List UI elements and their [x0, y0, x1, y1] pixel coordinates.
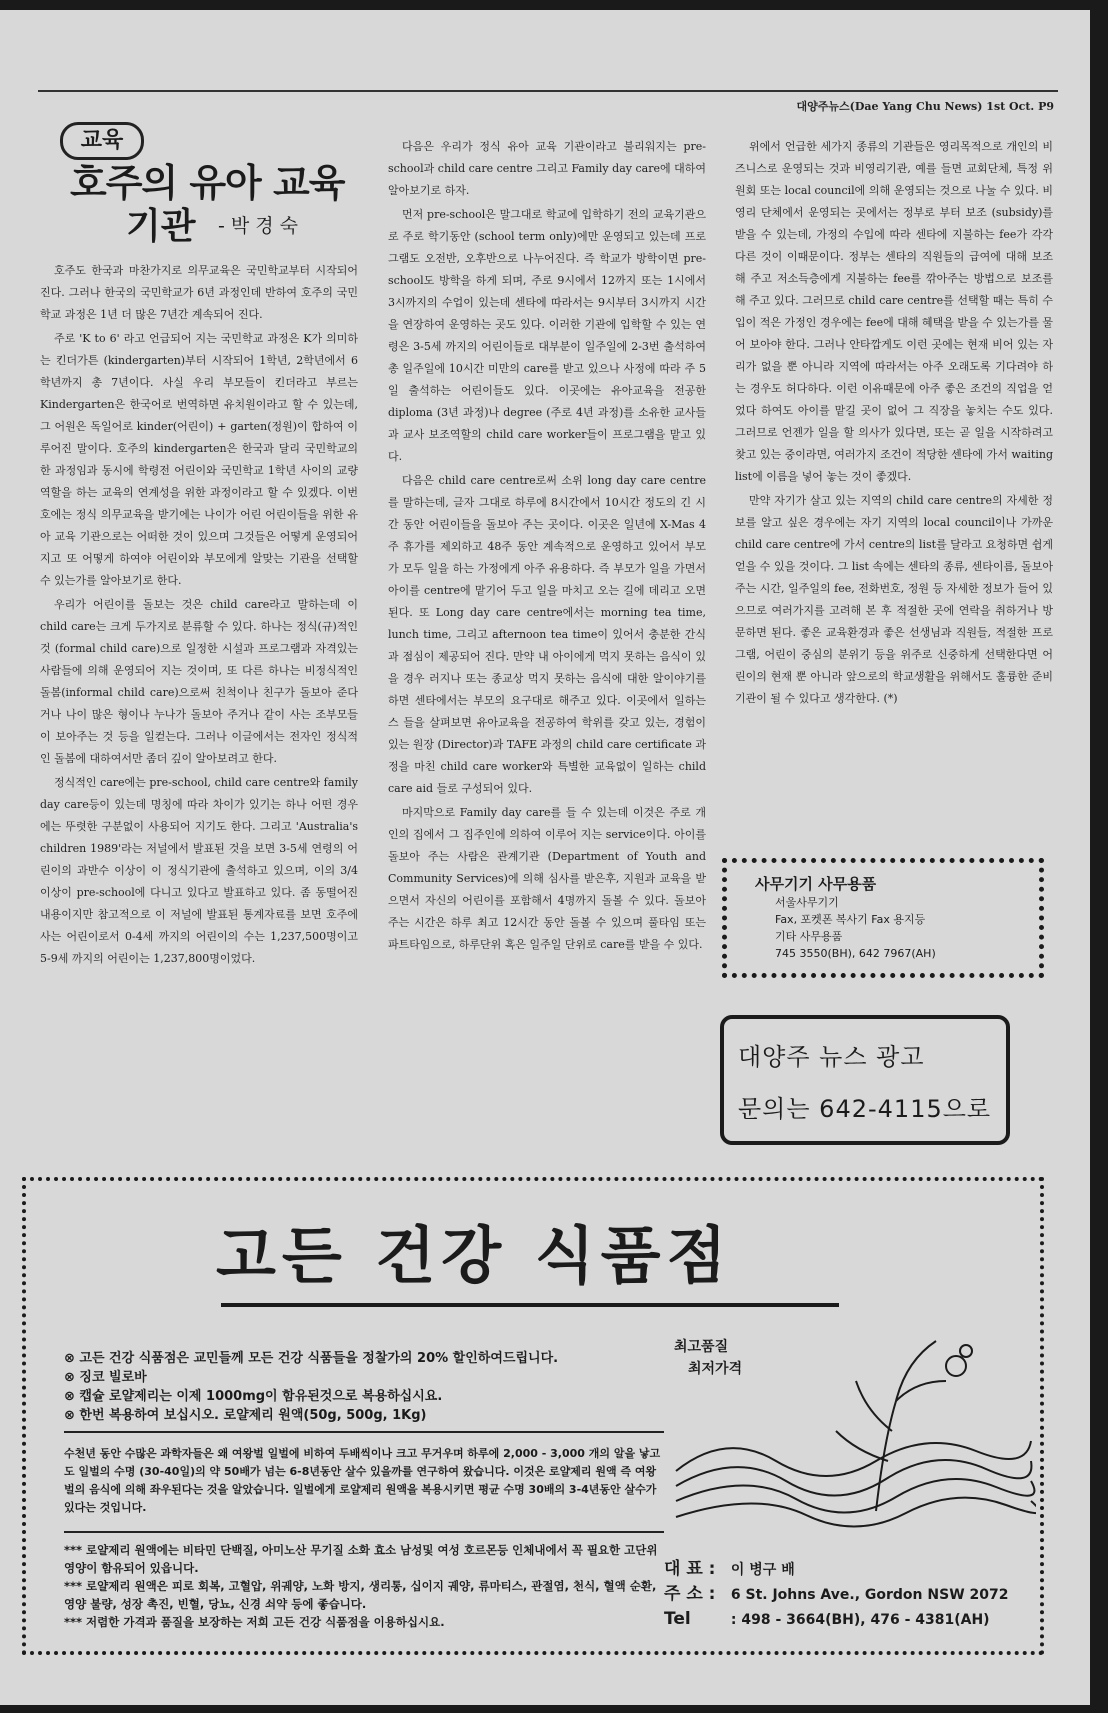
paragraph: 우리가 어린이를 돌보는 것은 child care라고 말하는데 이 child care는 크게 두가지로 분류할 수 있다. 하나는 정식(규)적인 것 (formal child care)으로 일정한 시설과 프로그램과 자격있는 사람들에 의해 운영되어 지는 것이며, 또 다른 하나는 비정식적인 돌봄(informal child care)으로써 친척이나 친구가 돌보아 준다거나 나이 많은 형이나 누나가 돌보아 주거나 같이 사는 조부모들이 보아주는 것 등을 일컫는다. 그러나 이글에서는 전자인 정식적인 돌봄에 대하여서만 좀더 깊이 알아보려고 한다. [40, 598, 358, 765]
article-column-3 [735, 136, 1053, 712]
office-ad-line: 기타 사무용품 [775, 930, 843, 943]
office-supplies-ad [722, 858, 1044, 978]
promo-bullet: ⊗ 고든 건강 식품점은 교민들께 모든 건강 식품들을 정찰가의 20% 할인하여드립니다. [64, 1351, 559, 1366]
office-ad-line: 서울사무기기 [775, 896, 839, 909]
representative-row [664, 1557, 1008, 1582]
addr-value: 6 St. Johns Ave., Gordon NSW 2072 [730, 1587, 1009, 1603]
benefit-notes [64, 1541, 664, 1631]
news-ad-line2: 문의는 642-4115으로 [738, 1095, 992, 1123]
paragraph: 호주도 한국과 마찬가지로 의무교육은 국민학교부터 시작되어 진다. 그러나 한국의 국민학교가 6년 과정인데 반하여 호주의 국민학교 과정은 1년 더 많은 7년간 계속되어 진다. [40, 264, 358, 321]
promo-bullet: ⊗ 징코 빌로바 [64, 1370, 147, 1385]
title-underline [221, 1303, 839, 1307]
royal-jelly-story: 수천년 동안 수많은 과학자들은 왜 여왕벌 일벌에 비하여 두배씩이나 크고 무거우며 하루에 2,000 - 3,000 개의 알을 낳고도 일벌의 수명 (30-40일)의 약 50배가 넘는 6-8년동안 살수 있을까를 연구하여 왔습니다. 이것은 로얄제리 원액 즉 여왕벌의 음식에 의해 좌우된다는 것을 알았습니다. 일벌에게 로얄제리 원액을 복용시키면 평균 수명 30배의 3-4년동안 살수가 있다는 것입니다. [64, 1447, 661, 1514]
rep-label: 대 표 : [664, 1559, 716, 1579]
shop-title: 고든 건강 식품점 [216, 1219, 733, 1292]
benefit-note: *** 로얄제리 원액에는 비타민 단백질, 아미노산 무기질 소화 효소 남성및 여성 호르몬등 인체내에서 꼭 필요한 고단위영양이 함유되어 있읍니다. [64, 1543, 658, 1575]
paragraph: 다음은 우리가 정식 유아 교육 기관이라고 불리워지는 pre-school과 child care centre 그리고 Family day care에 대하여 알아보기로 하자. [388, 140, 706, 197]
paragraph: 만약 자기가 살고 있는 지역의 child care centre의 자세한 정보를 알고 싶은 경우에는 자기 지역의 local council이나 가까운 child care centre에 가서 centre의 list를 달라고 요청하면 쉽게 얻을 수 있을 것이다. 그 list 속에는 센타의 종류, 센타이름, 돌보아 주는 시간, 일주일의 fee, 전화번호, 정원 등 자세한 정보가 들어 있으므로 여러가지를 고려해 본 후 적절한 곳에 연락을 취하거나 방문하면 된다. 좋은 교육환경과 좋은 선생님과 직원들, 적절한 프로그램, 어린이 중심의 분위기 등을 위주로 신중하게 선택한다면 어린이의 현재 뿐 아니라 앞으로의 학교생활을 위해서도 훌륭한 준비기관이 될 수 있다고 생각한다. (*) [735, 494, 1053, 705]
office-ad-line: Fax, 포켓폰 복사기 Fax 용지등 [775, 913, 926, 926]
slogan-line: 최저가격 [688, 1361, 743, 1377]
tel-label: Tel [664, 1609, 691, 1629]
paragraph: 다음은 child care centre로써 소위 long day care centre를 말하는데, 글자 그대로 하루에 8시간에서 10시간 정도의 긴 시간 동안 어린이들을 돌보아 주는 곳이다. 이곳은 일년에 X-Mas 4주 휴가를 제외하고 48주 동안 계속적으로 운영하고 있어서 부모가 모두 일을 하는 가정에게 아주 유용하다. 즉 부모가 일을 가면서 아이를 centre에 맡기어 두고 일을 마치고 오는 길에 데리고 오면 된다. 또 Long day care centre에서는 morning tea time, lunch time, 그리고 afternoon tea time이 있어서 충분한 간식과 점심이 제공되어 진다. 만약 내 아이에게 먹지 못하는 음식이 있을 경우 러지나 또는 종교상 먹지 못하는 음식에 대한 알이야기를 하면 센타에서는 부모의 요구대로 해주고 있다. 이곳에서 일하는 스 들을 살펴보면 유아교육을 전공하여 학위를 갖고 있는, 경험이 있는 원장 (Director)과 TAFE 과정의 child care certificate 과정을 마친 child care worker와 특별한 교육없이 일하는 child care aid 들로 구성되어 있다. [388, 474, 706, 795]
top-rule [38, 90, 1058, 92]
benefit-note: *** 로얄제리 원액은 피로 회복, 고혈압, 위궤양, 노화 방지, 생리통, 십이지 궤양, 류마티스, 관절염, 천식, 혈액 순환, 영양 불량, 성장 촉진, 빈혈, 당뇨, 신경 쇠약 등에 좋습니다. [64, 1579, 657, 1611]
office-ad-title: 사무기기 사무용품 [755, 875, 877, 893]
promo-bullets [64, 1349, 664, 1425]
paragraph: 주로 'K to 6' 라고 언급되어 지는 국민학교 과정은 K가 의미하는 킨더가튼 (kindergarten)부터 시작되어 1학년, 2학년에서 6학년까지 총 7년이다. 사실 우리 부모들이 킨더라고 부르는 Kindergarten은 한국어로 번역하면 유치원이라고 할 수 있는데, 그 어원은 독일어로 kinder(어린이) + garten(정원)이 합하여 이루어진 말이다. 호주의 kindergarten은 한국과 달리 국민학교의 한 과정임과 동시에 학령전 어린이와 국민학교 1학년 사이의 교량역할을 하는 교육의 연계성을 위한 과정이라고 할 수 있겠다. 이번호에는 정식 의무교육을 받기에는 나이가 어린 어린이들을 위한 유아 교육 기관으로는 어떠한 것이 있으며 그것들은 어떻게 운영되어지고 또 어떻게 하여야 어린이와 부모에게 알맞는 기관을 선택할 수 있는가를 알아보기로 한다. [40, 332, 358, 587]
newspaper-page [0, 10, 1090, 1705]
paragraph: 정식적인 care에는 pre-school, child care centre와 family day care등이 있는데 명칭에 따라 차이가 있기는 하나 어떤 경우에는 뚜렷한 구분없이 사용되어 지기도 한다. 그리고 'Australia's children 1989'라는 저널에서 발표된 것을 보면 3-5세 연령의 어린이의 과반수 이상이 이 정식기관에 출석하고 있으며, 이의 3/4 이상이 pre-school에 다니고 있다고 발표하고 있다. 좀 동떨어진 내용이지만 참고적으로 이 저널에 발표된 통계자료를 보면 호주에 사는 어린이로서 0-4세 까지의 어린이의 수는 1,237,500명이고 5-9세 까지의 어린이는 1,237,800명이었다. [40, 776, 358, 965]
paragraph: 마지막으로 Family day care를 들 수 있는데 이것은 주로 개인의 집에서 그 집주인에 의하여 이루어 지는 service이다. 아이를 돌보아 주는 사람은 관계기관 (Department of Youth and Community Services)에 의해 심사를 받은후, 지원과 교육을 받으면서 자신의 어린이를 포함해서 4명까지 돌볼 수 있다. 돌보아 주는 시간은 하루 최고 12시간 동안 돌볼 수 있으며 풀타임 또는 파트타임으로, 하루단위 혹은 일주일 단위로 care를 받을 수 있다. [388, 806, 706, 951]
divider [64, 1431, 664, 1433]
headline-line1: 호주의 유아 교육 [70, 161, 345, 205]
rep-value: 이 병구 배 [730, 1562, 795, 1578]
slogan [674, 1336, 742, 1380]
promo-bullet: ⊗ 캡슐 로얄제리는 이제 1000mg이 함유된것으로 복용하십시요. [64, 1389, 443, 1404]
news-advert-box [720, 1015, 1010, 1145]
office-ad-line: 745 3550(BH), 642 7967(AH) [775, 947, 936, 960]
running-head: 대양주뉴스(Dae Yang Chu News) 1st Oct. P9 [796, 100, 1054, 113]
shop-contact [664, 1557, 1008, 1632]
section-badge: 교육 [60, 122, 144, 160]
paragraph: 먼저 pre-school은 말그대로 학교에 입학하기 전의 교육기관으로 주로 학기동안 (school term only)에만 운영되고 있는데 프로그램도 오전반, 오후반으로 나누어진다. 즉 학교가 방학이면 pre-school도 방학을 하게 되며, 주로 9시에서 12까지 또는 1시에서 3시까지의 수업이 있는데 센타에 따라서는 9시부터 3시까지 시간을 연장하여 운영하는 곳도 있다. 이러한 기관에 입학할 수 있는 연령은 3-5세 까지의 어린이들로 대부분이 일주일에 2-3번 출석하여 총 일주일에 10시간 미만의 care를 받고 있으나 사정에 따라 주 5일 출석하는 어린이들도 있다. 이곳에는 유아교육을 전공한 diploma (3년 과정)나 degree (주로 4년 과정)를 소유한 교사들과 교사 보조역할의 child care worker들이 프로그램을 맡고 있다. [388, 208, 706, 463]
promo-bullet: ⊗ 한번 복용하여 보십시오. 로얄제리 원액(50g, 500g, 1Kg) [64, 1408, 427, 1423]
tel-value: : 498 - 3664(BH), 476 - 4381(AH) [730, 1612, 990, 1628]
news-ad-line1: 대양주 뉴스 광고 [738, 1043, 925, 1071]
headline-line2: 기관 [126, 206, 196, 247]
health-food-ad [22, 1177, 1044, 1655]
benefit-note: *** 저렴한 가격과 품질을 보장하는 저희 고든 건강 식품점을 이용하십시요. [64, 1615, 445, 1629]
paragraph: 위에서 언급한 세가지 종류의 기관들은 영리목적으로 개인의 비즈니스로 운영되는 것과 비영리기관, 예를 들면 교회단체, 특정 위원회 또는 local council에 의해 운영되는 것으로 나눌 수 있다. 비영리 단체에서 운영되는 곳에서는 정부로 부터 보조 (subsidy)를 받을 수 있는데, 가정의 수입에 따라 센타에 지불하는 fee가 각각 다른 것이 이때문이다. 정부는 센타의 직원들의 급여에 대해 보조해 주고 저소득층에게 지불하는 fee를 깎아주는 방법으로 보조를 해 주고 있다. 그러므로 child care centre를 선택할 때는 특히 수입이 적은 가정인 경우에는 fee에 대해 혜택을 받을 수 있는가를 물어 보아야 한다. 그러나 안타깝게도 이런 곳에는 현재 비어 있는 자리가 없을 뿐 아니라 지역에 따라서는 아주 오래도록 기다려야 하는 경우도 허다하다. 이런 이유때문에 아주 좋은 조건의 직업을 얻었다 하여도 아이를 맡길 곳이 없어 그 직장을 놓치는 수도 있다. 그러므로 언젠가 일을 할 의사가 있다면, 또는 곧 일을 시작하려고 찾고 있는 중이라면, 여러가지 조건이 적당한 센타에 가서 waiting list에 이름을 넣어 놓는 것이 좋겠다. [735, 140, 1053, 483]
byline: - 박 경 숙 [218, 215, 299, 237]
article-column-1 [40, 260, 358, 972]
address-row [664, 1582, 1008, 1607]
article-column-2 [388, 136, 706, 958]
divider [64, 1531, 664, 1533]
addr-label: 주 소 : [664, 1584, 716, 1604]
slogan-line: 최고품질 [674, 1339, 729, 1355]
tel-row [664, 1607, 1008, 1632]
